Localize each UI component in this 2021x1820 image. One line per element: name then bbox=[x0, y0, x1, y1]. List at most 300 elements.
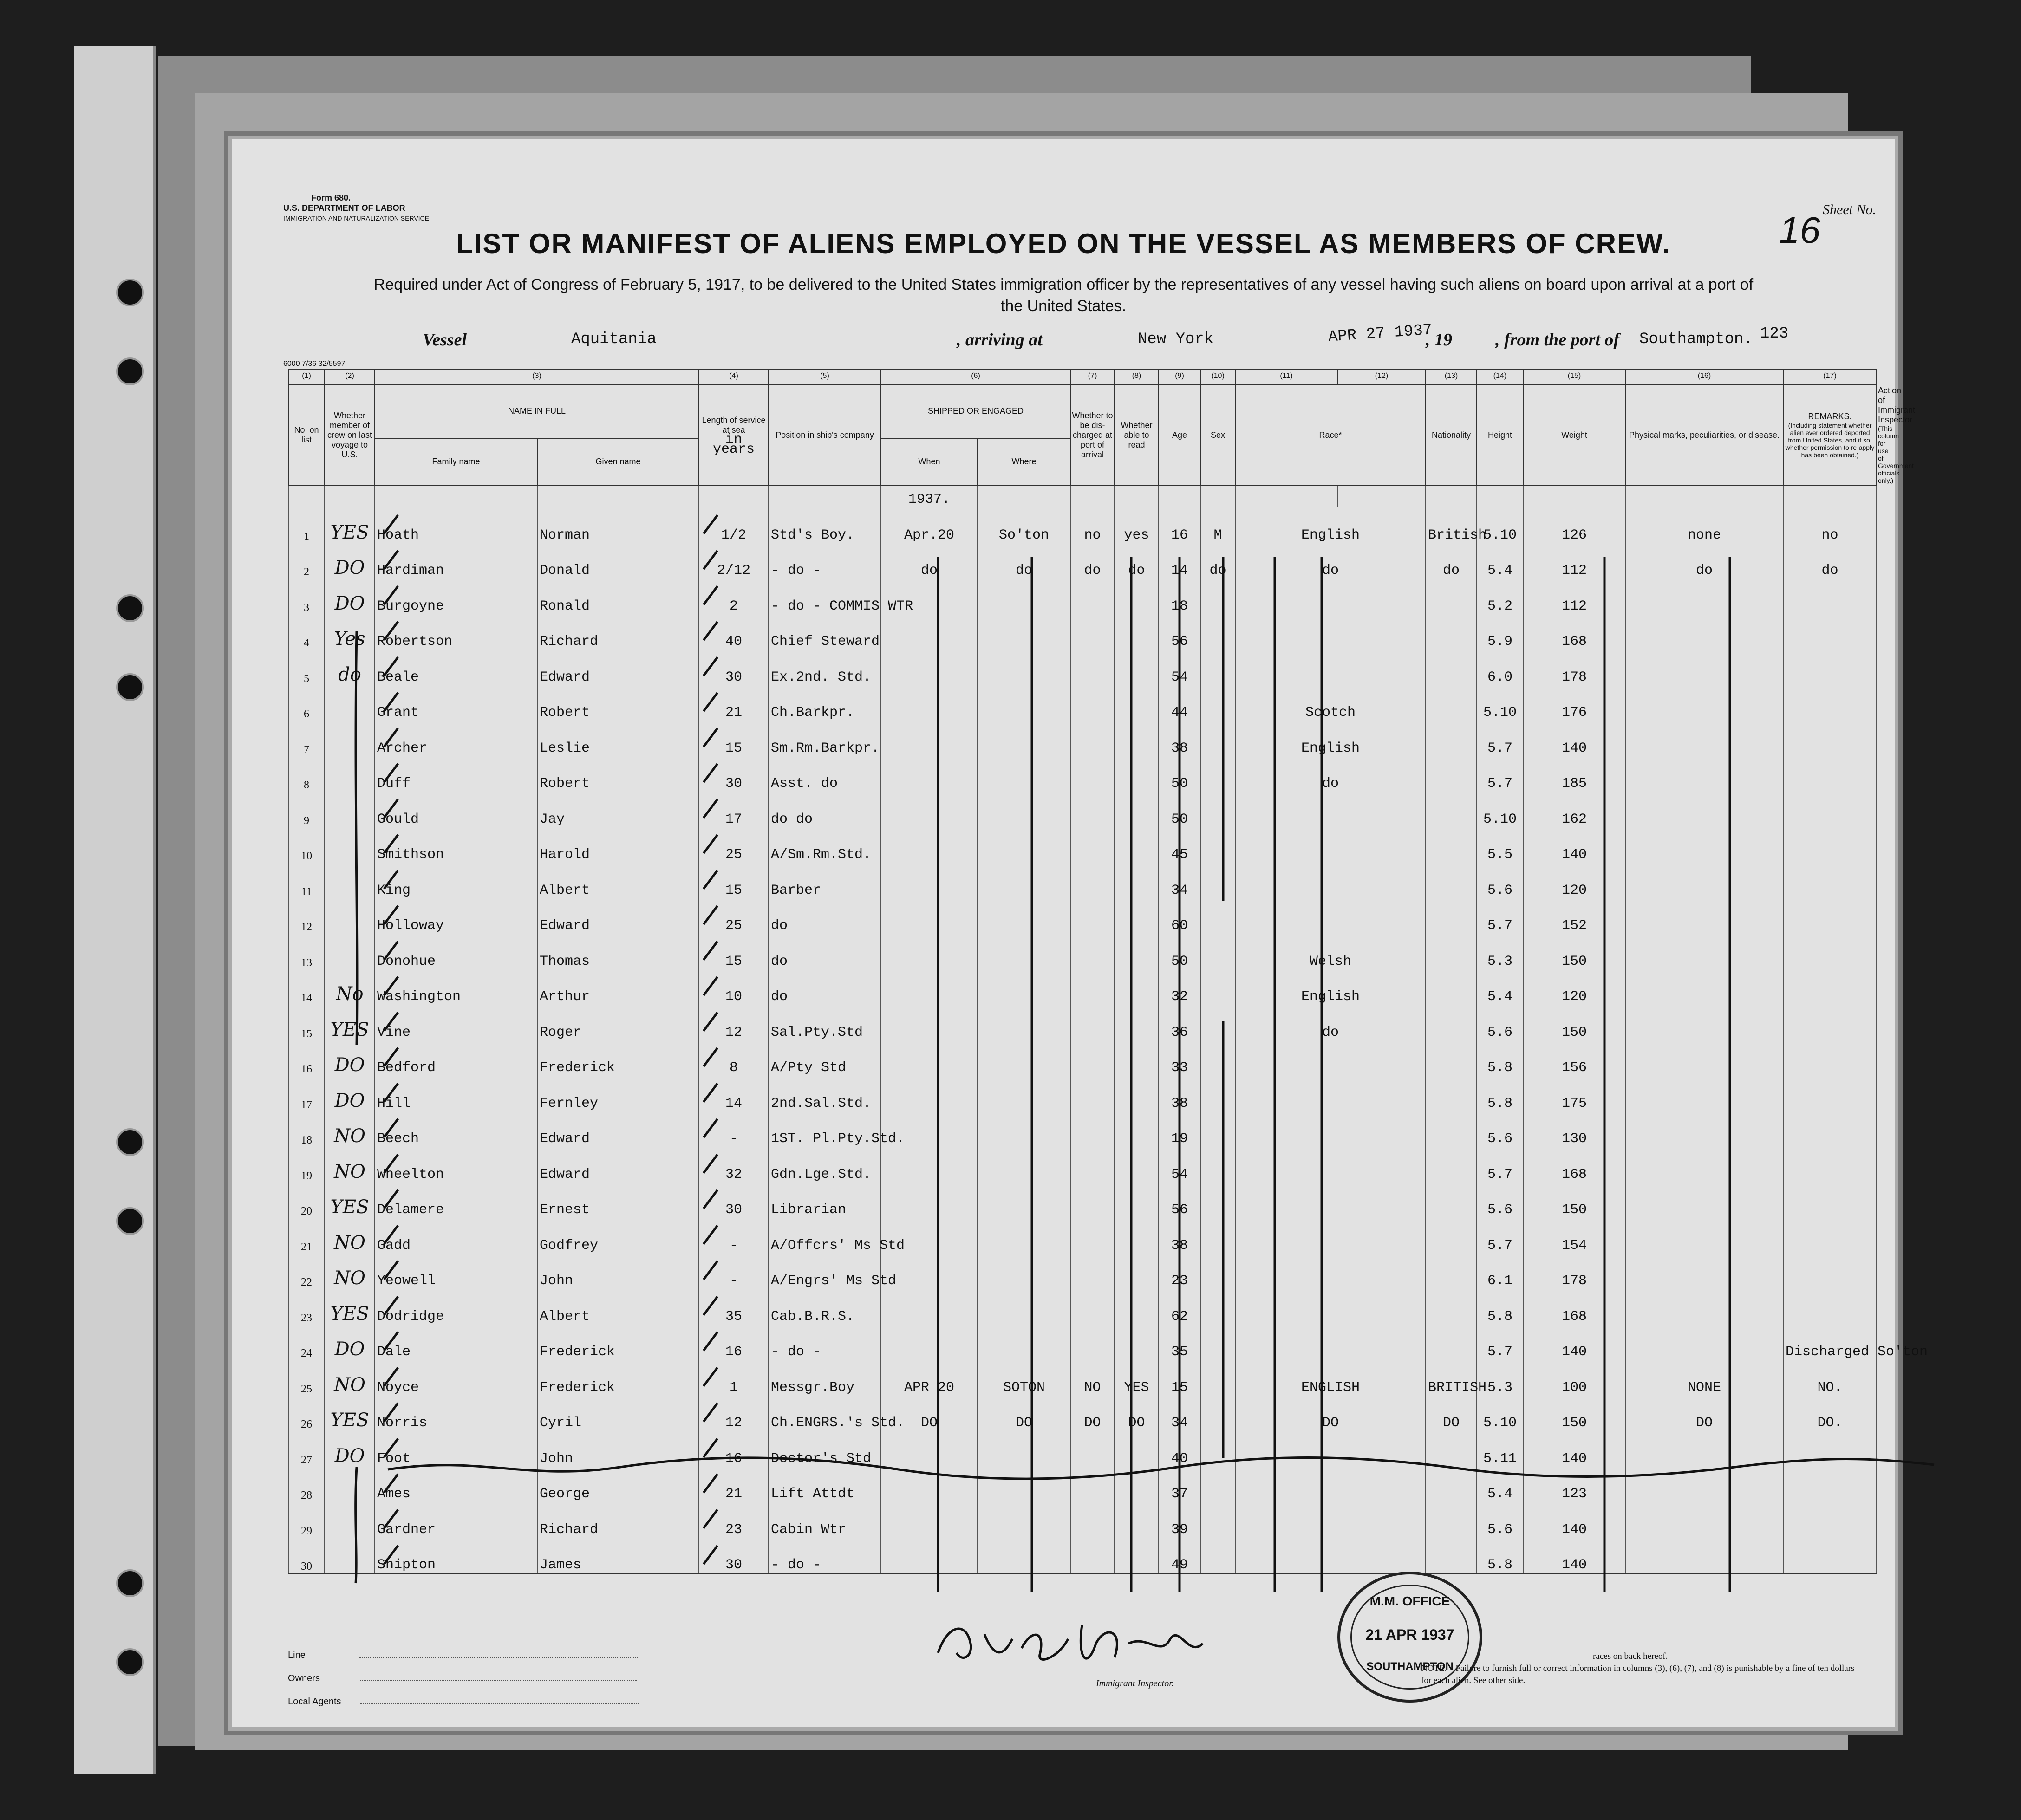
cell-physical: DO bbox=[1625, 1396, 1783, 1431]
cell-family-name: Noyce bbox=[375, 1360, 537, 1396]
cell-service: - bbox=[699, 1112, 769, 1147]
cell-crew bbox=[325, 827, 375, 863]
cell-read bbox=[1115, 650, 1159, 685]
cell-no: 13 bbox=[288, 934, 325, 969]
cell-weight: 150 bbox=[1523, 1183, 1625, 1218]
column-header-row: No. on list Whether member of crew on last voyage to U.S. NAME IN FULL Length of service at sea in years Position in ship's company SHIPPED OR ENGAGED Whether to be dis-charged at port of arrival Whether able to read Age Sex Race* Nationality Height Weight Physical marks, peculiarities, or disease. REMARKS. (Including statement whether alien ever ordered deported from United States, and if so, whether permission to re-apply has been obtained.) Action of Immigrant Inspector. (This column for use of Government officials only.) bbox=[288, 384, 1877, 438]
cell-weight: 178 bbox=[1523, 650, 1625, 685]
cell-height: 5.3 bbox=[1477, 1360, 1523, 1396]
cell-service: 16 bbox=[699, 1431, 769, 1467]
cell-given-name: Edward bbox=[537, 1147, 699, 1183]
cell-position: Barber bbox=[769, 863, 881, 898]
cell-position: do bbox=[769, 934, 881, 969]
page-subtitle: Required under Act of Congress of February 5, 1917, to be delivered to the United States immigration officer by the representatives of any vessel having such aliens on board upon arrival at a port of the United States. bbox=[373, 276, 1754, 315]
cell-discharged bbox=[1070, 1538, 1115, 1574]
sheet-number: 16 bbox=[1779, 209, 1820, 251]
cell-family-name: Hill bbox=[375, 1076, 537, 1112]
cell-service: 32 bbox=[699, 1147, 769, 1183]
cell-given-name: Harold bbox=[537, 827, 699, 863]
cell-age: 60 bbox=[1159, 898, 1200, 934]
cell-given-name: Godfrey bbox=[537, 1218, 699, 1254]
cell-where: DO bbox=[978, 1396, 1070, 1431]
cell-height: 5.8 bbox=[1477, 1289, 1523, 1325]
cell-race: English bbox=[1235, 969, 1426, 1005]
cell-age: 14 bbox=[1159, 543, 1200, 579]
line-label: Line bbox=[288, 1650, 306, 1660]
cell-position: Chief Steward bbox=[769, 614, 881, 650]
cell-family-name: Donohue bbox=[375, 934, 537, 969]
cell-where bbox=[978, 1325, 1070, 1360]
cell-service: 30 bbox=[699, 650, 769, 685]
cell-position: - do - COMMIS WTR bbox=[769, 578, 881, 614]
cell-sex bbox=[1200, 1254, 1235, 1289]
punch-hole bbox=[116, 1648, 144, 1676]
cell-sex bbox=[1200, 578, 1235, 614]
cell-position: Cabin Wtr bbox=[769, 1502, 881, 1538]
cell-family-name: Beech bbox=[375, 1112, 537, 1147]
cell-sex bbox=[1200, 1538, 1235, 1574]
cell-family-name: Norris bbox=[375, 1396, 537, 1431]
cell-crew: Yes bbox=[325, 614, 375, 650]
cell-race bbox=[1235, 1147, 1426, 1183]
cell-given-name: George bbox=[537, 1467, 699, 1502]
manifest-number: 123 bbox=[1760, 325, 1789, 343]
cell-no: 20 bbox=[288, 1183, 325, 1218]
cell-given-name: Ronald bbox=[537, 578, 699, 614]
cell-crew: YES bbox=[325, 1396, 375, 1431]
punch-hole bbox=[116, 1207, 144, 1235]
cell-age: 34 bbox=[1159, 1396, 1200, 1431]
cell-where bbox=[978, 578, 1070, 614]
cell-crew: DO bbox=[325, 578, 375, 614]
cell-remarks bbox=[1783, 969, 1877, 1005]
cell-position: Sal.Pty.Std bbox=[769, 1005, 881, 1040]
cell-when bbox=[881, 898, 978, 934]
cell-given-name: Edward bbox=[537, 1112, 699, 1147]
header-length-of-service bbox=[699, 384, 769, 486]
table-row bbox=[288, 1254, 1877, 1289]
cell-no: 2 bbox=[288, 543, 325, 579]
cell-where bbox=[978, 685, 1070, 721]
service-name: IMMIGRATION AND NATURALIZATION SERVICE bbox=[283, 214, 429, 222]
cell-race: Scotch bbox=[1235, 685, 1426, 721]
cell-age: 54 bbox=[1159, 1147, 1200, 1183]
column-number-row bbox=[288, 370, 1877, 384]
header-remarks-title: REMARKS. bbox=[1808, 411, 1852, 421]
cell-no: 27 bbox=[288, 1431, 325, 1467]
cell-age: 38 bbox=[1159, 1218, 1200, 1254]
cell-nationality bbox=[1426, 1076, 1477, 1112]
col-number: (14) bbox=[1477, 370, 1523, 384]
from-port-label: , from the port of bbox=[1495, 330, 1620, 350]
cell-position: Asst. do bbox=[769, 756, 881, 792]
cell-where bbox=[978, 1040, 1070, 1076]
table-row bbox=[288, 1538, 1877, 1574]
cell-no: 18 bbox=[288, 1112, 325, 1147]
cell-when: APR 20 bbox=[881, 1360, 978, 1396]
cell-no: 24 bbox=[288, 1325, 325, 1360]
cell-position: Messgr.Boy bbox=[769, 1360, 881, 1396]
cell-age: 18 bbox=[1159, 578, 1200, 614]
table-row bbox=[288, 1325, 1877, 1360]
cell-physical: do bbox=[1625, 543, 1783, 579]
cell-sex bbox=[1200, 934, 1235, 969]
cell-discharged bbox=[1070, 827, 1115, 863]
cell-nationality bbox=[1426, 721, 1477, 756]
table-row bbox=[288, 792, 1877, 827]
cell-position: Ch.ENGRS.'s Std. bbox=[769, 1396, 881, 1431]
cell-race bbox=[1235, 1289, 1426, 1325]
cell-age: 50 bbox=[1159, 756, 1200, 792]
cell-sex: do bbox=[1200, 543, 1235, 579]
cell-nationality bbox=[1426, 1289, 1477, 1325]
cell-discharged: DO bbox=[1070, 1396, 1115, 1431]
cell-crew: NO bbox=[325, 1147, 375, 1183]
col-number: (13) bbox=[1426, 370, 1477, 384]
cell-family-name: Holloway bbox=[375, 898, 537, 934]
cell-weight: 123 bbox=[1523, 1467, 1625, 1502]
cell-family-name: Bedford bbox=[375, 1040, 537, 1076]
cell-position: - do - bbox=[769, 543, 881, 579]
cell-weight: 126 bbox=[1523, 507, 1625, 543]
table-row bbox=[288, 1360, 1877, 1396]
cell-sex bbox=[1200, 792, 1235, 827]
footer-owners-row bbox=[288, 1667, 639, 1690]
cell-remarks bbox=[1783, 1289, 1877, 1325]
owners-label: Owners bbox=[288, 1673, 320, 1684]
cell-weight: 140 bbox=[1523, 827, 1625, 863]
cell-sex: M bbox=[1200, 507, 1235, 543]
header-given-name: Given name bbox=[537, 438, 699, 486]
cell-height: 5.10 bbox=[1477, 685, 1523, 721]
cell-height: 5.4 bbox=[1477, 1467, 1523, 1502]
header-length-text: Length of service at sea bbox=[702, 416, 766, 435]
cell-service: 30 bbox=[699, 1183, 769, 1218]
cell-nationality bbox=[1426, 1538, 1477, 1574]
cell-no: 6 bbox=[288, 685, 325, 721]
cell-position: - do - bbox=[769, 1538, 881, 1574]
cell-height: 5.6 bbox=[1477, 863, 1523, 898]
cell-given-name: John bbox=[537, 1254, 699, 1289]
cell-family-name: Hardiman bbox=[375, 543, 537, 579]
cell-remarks bbox=[1783, 721, 1877, 756]
cell-no: 29 bbox=[288, 1502, 325, 1538]
cell-no: 3 bbox=[288, 578, 325, 614]
cell-no: 23 bbox=[288, 1289, 325, 1325]
cell-when bbox=[881, 756, 978, 792]
cell-position: do do bbox=[769, 792, 881, 827]
manifest-table bbox=[288, 369, 1928, 1574]
col-number: (15) bbox=[1523, 370, 1625, 384]
cell-height: 5.6 bbox=[1477, 1183, 1523, 1218]
cell-read bbox=[1115, 1289, 1159, 1325]
cell-no: 4 bbox=[288, 614, 325, 650]
cell-when bbox=[881, 1289, 978, 1325]
cell-given-name: Frederick bbox=[537, 1325, 699, 1360]
cell-read bbox=[1115, 827, 1159, 863]
cell-given-name: Robert bbox=[537, 685, 699, 721]
cell-nationality: do bbox=[1426, 543, 1477, 579]
cell-read bbox=[1115, 1147, 1159, 1183]
footer-labels bbox=[288, 1644, 639, 1713]
cell-crew bbox=[325, 898, 375, 934]
cell-given-name: Cyril bbox=[537, 1396, 699, 1431]
cell-nationality bbox=[1426, 1147, 1477, 1183]
cell-sex bbox=[1200, 969, 1235, 1005]
cell-weight: 140 bbox=[1523, 1502, 1625, 1538]
cell-read bbox=[1115, 1076, 1159, 1112]
cell-nationality bbox=[1426, 1254, 1477, 1289]
cell-where bbox=[978, 1183, 1070, 1218]
cell-remarks: no bbox=[1783, 507, 1877, 543]
cell-height: 5.7 bbox=[1477, 1218, 1523, 1254]
cell-remarks bbox=[1783, 1005, 1877, 1040]
cell-read bbox=[1115, 1218, 1159, 1254]
table-row bbox=[288, 578, 1877, 614]
cell-remarks bbox=[1783, 756, 1877, 792]
cell-when bbox=[881, 827, 978, 863]
cell-nationality bbox=[1426, 756, 1477, 792]
vessel-name: Aquitania bbox=[571, 331, 657, 348]
cell-age: 44 bbox=[1159, 685, 1200, 721]
cell-where bbox=[978, 827, 1070, 863]
cell-given-name: Thomas bbox=[537, 934, 699, 969]
cell-read: YES bbox=[1115, 1360, 1159, 1396]
table-row bbox=[288, 863, 1877, 898]
cell-discharged bbox=[1070, 721, 1115, 756]
cell-given-name: Jay bbox=[537, 792, 699, 827]
cell-age: 23 bbox=[1159, 1254, 1200, 1289]
punch-hole bbox=[116, 1569, 144, 1597]
cell-when bbox=[881, 1076, 978, 1112]
cell-discharged bbox=[1070, 792, 1115, 827]
cell-when bbox=[881, 1502, 978, 1538]
cell-position: Ex.2nd. Std. bbox=[769, 650, 881, 685]
cell-where bbox=[978, 1218, 1070, 1254]
header-nationality: Nationality bbox=[1426, 384, 1477, 486]
cell-remarks bbox=[1783, 614, 1877, 650]
cell-position: Lift Attdt bbox=[769, 1467, 881, 1502]
cell-given-name: Roger bbox=[537, 1005, 699, 1040]
cell-physical bbox=[1625, 1005, 1783, 1040]
cell-weight: 150 bbox=[1523, 934, 1625, 969]
cell-height: 5.4 bbox=[1477, 543, 1523, 579]
table-row bbox=[288, 1289, 1877, 1325]
cell-remarks: DO. bbox=[1783, 1396, 1877, 1431]
sheet-label: Sheet No. bbox=[1823, 202, 1876, 217]
cell-service: 16 bbox=[699, 1325, 769, 1360]
cell-nationality bbox=[1426, 685, 1477, 721]
cell-discharged bbox=[1070, 1076, 1115, 1112]
cell-no: 8 bbox=[288, 756, 325, 792]
cell-height: 5.7 bbox=[1477, 898, 1523, 934]
cell-age: 62 bbox=[1159, 1289, 1200, 1325]
cell-position: Doctor's Std bbox=[769, 1431, 881, 1467]
year-label: , 19 bbox=[1426, 330, 1452, 350]
cell-age: 37 bbox=[1159, 1467, 1200, 1502]
cell-read bbox=[1115, 685, 1159, 721]
cell-physical: none bbox=[1625, 507, 1783, 543]
cell-race: do bbox=[1235, 756, 1426, 792]
cell-given-name: Edward bbox=[537, 650, 699, 685]
cell-read bbox=[1115, 969, 1159, 1005]
cell-service: 15 bbox=[699, 934, 769, 969]
departure-port: Southampton. bbox=[1639, 331, 1753, 348]
cell-race bbox=[1235, 827, 1426, 863]
cell-given-name: John bbox=[537, 1431, 699, 1467]
cell-weight: 178 bbox=[1523, 1254, 1625, 1289]
table-row bbox=[288, 721, 1877, 756]
col-number: (2) bbox=[325, 370, 375, 384]
cell-sex bbox=[1200, 614, 1235, 650]
cell-discharged bbox=[1070, 863, 1115, 898]
cell-family-name: Burgoyne bbox=[375, 578, 537, 614]
cell-weight: 112 bbox=[1523, 543, 1625, 579]
cell-given-name: Robert bbox=[537, 756, 699, 792]
department-name: U.S. DEPARTMENT OF LABOR bbox=[283, 203, 405, 213]
cell-read: DO bbox=[1115, 1396, 1159, 1431]
cell-given-name: Frederick bbox=[537, 1360, 699, 1396]
cell-when bbox=[881, 1005, 978, 1040]
cell-race bbox=[1235, 1183, 1426, 1218]
cell-crew: DO bbox=[325, 1040, 375, 1076]
header-shipped-engaged: SHIPPED OR ENGAGED bbox=[881, 384, 1070, 438]
cell-sex bbox=[1200, 721, 1235, 756]
cell-physical bbox=[1625, 969, 1783, 1005]
manifest-page bbox=[232, 139, 1928, 1727]
header-no-on-list: No. on list bbox=[288, 384, 325, 486]
cell-remarks bbox=[1783, 650, 1877, 685]
table-row bbox=[288, 543, 1877, 579]
cell-crew: NO bbox=[325, 1112, 375, 1147]
cell-remarks bbox=[1783, 934, 1877, 969]
cell-remarks: Discharged So'ton bbox=[1783, 1325, 1877, 1360]
cell-sex bbox=[1200, 1325, 1235, 1360]
cell-remarks bbox=[1783, 1538, 1877, 1574]
cell-crew bbox=[325, 721, 375, 756]
col-number: (9) bbox=[1159, 370, 1200, 384]
cell-weight: 168 bbox=[1523, 614, 1625, 650]
cell-physical bbox=[1625, 1538, 1783, 1574]
cell-nationality bbox=[1426, 614, 1477, 650]
cell-age: 19 bbox=[1159, 1112, 1200, 1147]
col-number: (6) bbox=[881, 370, 1070, 384]
cell-discharged: NO bbox=[1070, 1360, 1115, 1396]
cell-nationality bbox=[1426, 792, 1477, 827]
line-field[interactable] bbox=[359, 1657, 638, 1658]
footer-note bbox=[1421, 1651, 1867, 1687]
agents-field[interactable] bbox=[360, 1703, 639, 1704]
cell-crew bbox=[325, 1538, 375, 1574]
cell-remarks bbox=[1783, 1147, 1877, 1183]
cell-family-name: King bbox=[375, 863, 537, 898]
cell-height: 5.5 bbox=[1477, 827, 1523, 863]
form-header bbox=[283, 193, 429, 223]
cell-read bbox=[1115, 1254, 1159, 1289]
cell-given-name: Albert bbox=[537, 863, 699, 898]
cell-age: 38 bbox=[1159, 721, 1200, 756]
cell-age: 39 bbox=[1159, 1502, 1200, 1538]
header-weight: Weight bbox=[1523, 384, 1625, 486]
header-position: Position in ship's company bbox=[769, 384, 881, 486]
cell-sex bbox=[1200, 1289, 1235, 1325]
owners-field[interactable] bbox=[359, 1680, 637, 1681]
cell-sex bbox=[1200, 1005, 1235, 1040]
cell-when: do bbox=[881, 543, 978, 579]
cell-crew: do bbox=[325, 650, 375, 685]
cell-where bbox=[978, 792, 1070, 827]
cell-crew: DO bbox=[325, 1431, 375, 1467]
cell-remarks bbox=[1783, 863, 1877, 898]
cell-sex bbox=[1200, 1218, 1235, 1254]
cell-age: 15 bbox=[1159, 1360, 1200, 1396]
cell-height: 5.6 bbox=[1477, 1112, 1523, 1147]
cell-service: 30 bbox=[699, 756, 769, 792]
col-number: (5) bbox=[769, 370, 881, 384]
col-number: (11) bbox=[1235, 370, 1337, 384]
vessel-label: Vessel bbox=[423, 330, 467, 350]
cell-crew: YES bbox=[325, 1183, 375, 1218]
header-remarks bbox=[1783, 384, 1877, 486]
cell-remarks bbox=[1783, 1502, 1877, 1538]
cell-race bbox=[1235, 1218, 1426, 1254]
cell-where bbox=[978, 898, 1070, 934]
cell-discharged: do bbox=[1070, 543, 1115, 579]
cell-given-name: James bbox=[537, 1538, 699, 1574]
cell-read bbox=[1115, 863, 1159, 898]
cell-physical bbox=[1625, 1502, 1783, 1538]
cell-service: 21 bbox=[699, 1467, 769, 1502]
cell-position: Cab.B.R.S. bbox=[769, 1289, 881, 1325]
cell-sex bbox=[1200, 898, 1235, 934]
cell-nationality bbox=[1426, 934, 1477, 969]
cell-no: 10 bbox=[288, 827, 325, 863]
cell-where bbox=[978, 1147, 1070, 1183]
cell-no: 5 bbox=[288, 650, 325, 685]
cell-remarks bbox=[1783, 1254, 1877, 1289]
cell-no: 15 bbox=[288, 1005, 325, 1040]
cell-discharged bbox=[1070, 969, 1115, 1005]
cell-when bbox=[881, 614, 978, 650]
cell-physical bbox=[1625, 1254, 1783, 1289]
cell-where: SOTON bbox=[978, 1360, 1070, 1396]
col-number: (1) bbox=[288, 370, 325, 384]
cell-when bbox=[881, 1325, 978, 1360]
cell-position: Gdn.Lge.Std. bbox=[769, 1147, 881, 1183]
table-row bbox=[288, 1396, 1877, 1431]
cell-physical bbox=[1625, 1076, 1783, 1112]
cell-where bbox=[978, 614, 1070, 650]
cell-age: 56 bbox=[1159, 614, 1200, 650]
cell-discharged bbox=[1070, 685, 1115, 721]
cell-read bbox=[1115, 614, 1159, 650]
cell-service: 35 bbox=[699, 1289, 769, 1325]
cell-position: Librarian bbox=[769, 1183, 881, 1218]
cell-crew bbox=[325, 756, 375, 792]
cell-height: 5.7 bbox=[1477, 1147, 1523, 1183]
cell-discharged bbox=[1070, 1147, 1115, 1183]
cell-race bbox=[1235, 863, 1426, 898]
cell-family-name: Hoath bbox=[375, 507, 537, 543]
cell-physical bbox=[1625, 792, 1783, 827]
cell-when bbox=[881, 1183, 978, 1218]
cell-race bbox=[1235, 1112, 1426, 1147]
cell-remarks bbox=[1783, 1112, 1877, 1147]
cell-discharged bbox=[1070, 650, 1115, 685]
cell-service: 2 bbox=[699, 578, 769, 614]
cell-weight: 100 bbox=[1523, 1360, 1625, 1396]
cell-sex bbox=[1200, 1183, 1235, 1218]
